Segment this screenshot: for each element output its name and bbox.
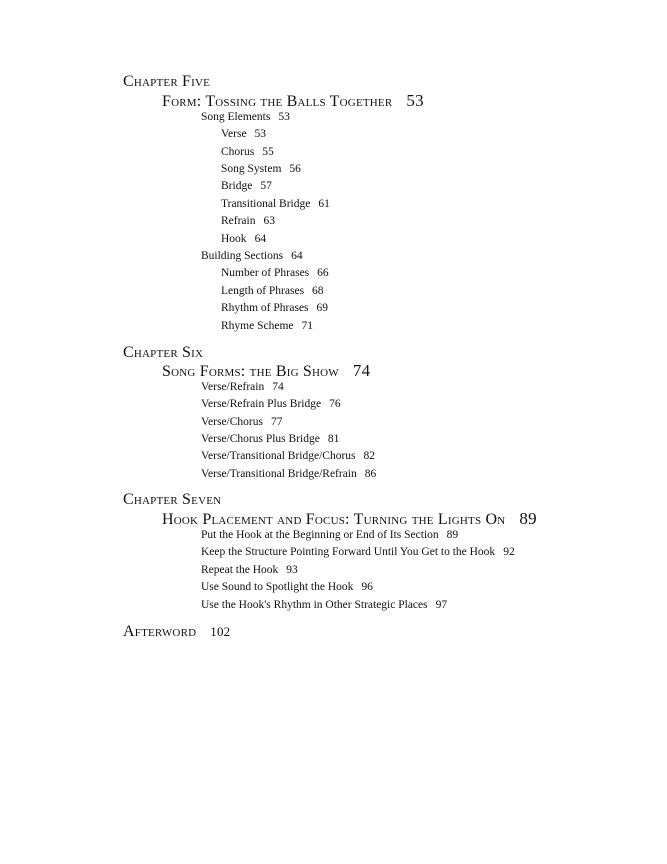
chapter-page-number: 89 xyxy=(519,509,537,528)
toc-entry-text: Length of Phrases xyxy=(221,285,305,297)
toc-entry xyxy=(201,434,339,446)
chapter-six-heading: Chapter Six xyxy=(123,344,204,361)
toc-entry-page: 56 xyxy=(289,163,301,175)
toc-entry-text: Transitional Bridge xyxy=(221,198,311,210)
toc-entry-page: 81 xyxy=(327,433,340,445)
toc-entry-text: Verse/Refrain xyxy=(201,381,265,393)
toc-entry xyxy=(201,451,375,463)
toc-entry-text: Verse/Chorus xyxy=(201,416,263,428)
afterword-page-number: 102 xyxy=(210,624,231,639)
toc-entry-page: 53 xyxy=(278,111,290,123)
toc-entry-page: 77 xyxy=(270,416,283,428)
toc-entry-text: Number of Phrases xyxy=(221,267,310,279)
toc-entry xyxy=(221,216,275,228)
chapter-five-heading: Chapter Five xyxy=(123,73,211,90)
toc-entry-page: 53 xyxy=(254,128,267,140)
chapter-title-text: Form: Tossing the Balls Together xyxy=(162,93,393,110)
toc-entry-text: Verse/Refrain Plus Bridge xyxy=(201,398,322,410)
toc-entry xyxy=(201,565,298,577)
toc-entry-text: Repeat the Hook xyxy=(201,564,279,576)
toc-entry-text: Rhyme Scheme xyxy=(221,320,294,332)
toc-entry xyxy=(201,530,458,542)
chapter-five-title xyxy=(162,92,424,110)
chapter-page-number: 74 xyxy=(352,361,371,380)
toc-entry-text: Rhythm of Phrases xyxy=(221,302,309,314)
toc-entry-text: Refrain xyxy=(221,215,256,227)
toc-entry-page: 86 xyxy=(364,468,377,480)
toc-entry xyxy=(221,181,272,193)
toc-entry-text: Bridge xyxy=(221,180,253,192)
toc-entry xyxy=(201,417,282,429)
chapter-page-number: 53 xyxy=(406,91,424,110)
toc-entry xyxy=(201,382,284,394)
toc-entry-text: Song Elements xyxy=(201,111,271,123)
toc-entry-page: 74 xyxy=(272,381,284,393)
chapter-seven-title xyxy=(162,510,537,528)
toc-entry xyxy=(201,600,447,612)
toc-entry-text: Use Sound to Spotlight the Hook xyxy=(201,581,354,593)
toc-entry-text: Verse/Transitional Bridge/Chorus xyxy=(201,450,356,462)
toc-entry xyxy=(221,303,328,315)
toc-entry-page: 68 xyxy=(312,285,324,297)
chapter-title-text: Hook Placement and Focus: Turning the Lights On xyxy=(162,511,506,528)
toc-entry-text: Use the Hook's Rhythm in Other Strategic Places xyxy=(201,599,428,611)
toc-entry xyxy=(201,582,373,594)
toc-entry-text: Song System xyxy=(221,163,282,175)
chapter-title-text: Song Forms: the Big Show xyxy=(162,363,339,380)
toc-entry xyxy=(221,147,274,159)
chapter-six-title xyxy=(162,362,370,380)
toc-entry-text: Chorus xyxy=(221,146,255,158)
chapter-seven-heading: Chapter Seven xyxy=(123,491,222,508)
afterword-heading: Afterword xyxy=(123,623,197,640)
toc-entry-page: 64 xyxy=(291,250,303,262)
toc-entry-text: Verse/Chorus Plus Bridge xyxy=(201,433,320,445)
toc-entry-page: 55 xyxy=(262,146,274,158)
afterword-entry xyxy=(123,624,230,640)
toc-entry-page: 96 xyxy=(361,581,373,593)
toc-entry-page: 93 xyxy=(286,564,298,576)
toc-entry-page: 97 xyxy=(435,599,448,611)
toc-entry-text: Building Sections xyxy=(201,250,284,262)
toc-entry xyxy=(221,164,301,176)
toc-entry xyxy=(201,112,290,124)
toc-entry xyxy=(221,321,313,333)
toc-entry xyxy=(221,234,266,246)
toc-entry-page: 57 xyxy=(260,180,272,192)
toc-entry xyxy=(221,268,329,280)
toc-entry-text: Hook xyxy=(221,233,247,245)
toc-entry xyxy=(201,399,341,411)
toc-entry-text: Keep the Structure Pointing Forward Until You Get to the Hook xyxy=(201,546,496,558)
toc-entry-page: 89 xyxy=(446,529,459,541)
toc-entry-page: 61 xyxy=(318,198,330,210)
toc-entry-text: Verse/Transitional Bridge/Refrain xyxy=(201,468,357,480)
toc-entry-page: 66 xyxy=(317,267,329,279)
toc-entry xyxy=(221,199,330,211)
toc-entry xyxy=(221,286,324,298)
toc-entry-text: Put the Hook at the Beginning or End of Its Section xyxy=(201,529,439,541)
toc-entry xyxy=(201,251,303,263)
toc-entry-page: 82 xyxy=(363,450,375,462)
toc-entry-page: 63 xyxy=(263,215,275,227)
toc-entry xyxy=(201,469,376,481)
toc-entry-page: 92 xyxy=(503,546,515,558)
toc-entry xyxy=(201,547,515,559)
toc-entry-page: 64 xyxy=(254,233,267,245)
toc-entry-page: 69 xyxy=(316,302,329,314)
toc-entry-text: Verse xyxy=(221,128,247,140)
toc-entry-page: 71 xyxy=(301,320,313,332)
toc-entry-page: 76 xyxy=(329,398,341,410)
toc-entry xyxy=(221,129,266,141)
